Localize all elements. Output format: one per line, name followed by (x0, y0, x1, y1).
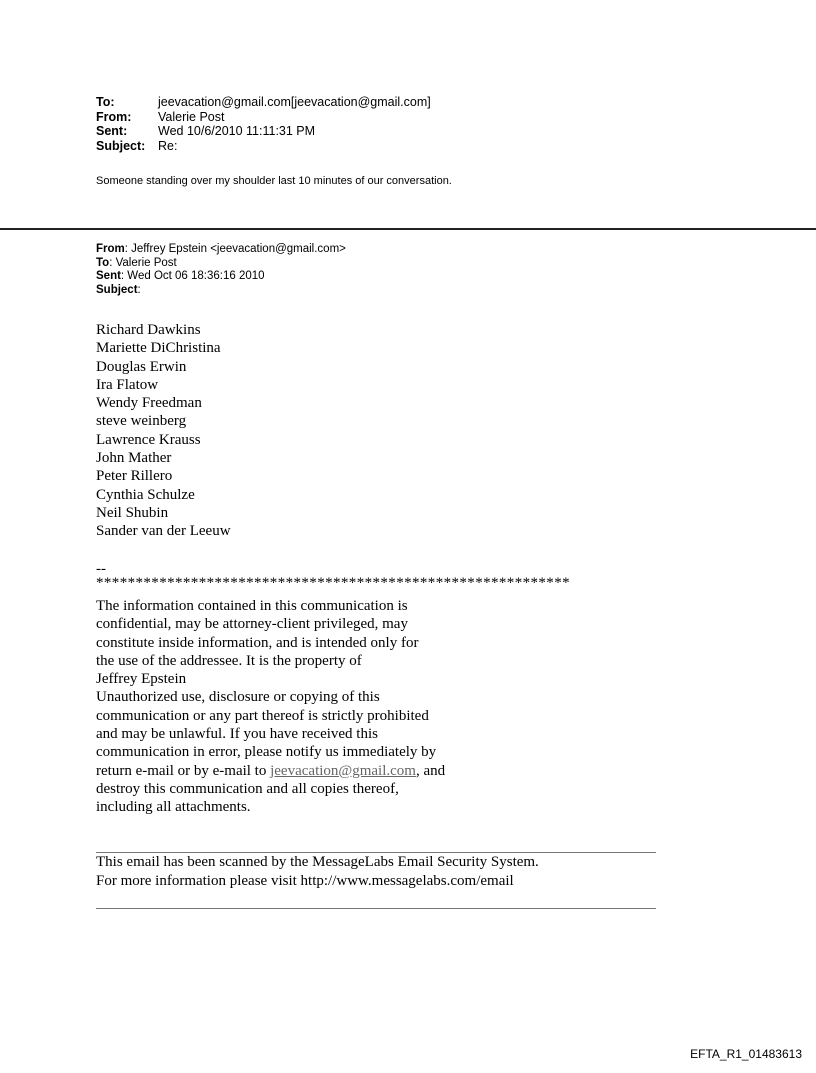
disclaimer-line: communication in error, please notify us immediately by (96, 744, 437, 761)
disclaimer-text: return e-mail or by e-mail to (96, 762, 271, 779)
disclaimer-line: the use of the addressee. It is the property of (96, 652, 362, 669)
signature-dash: -- (96, 561, 106, 577)
disclaimer-line: destroy this communication and all copies thereof, (96, 780, 399, 797)
email-header (96, 95, 431, 153)
scan-line: This email has been scanned by the MessageLabs Email Security System. (96, 854, 539, 870)
disclaimer-line: constitute inside information, and is intended only for (96, 634, 419, 651)
list-item: Peter Rillero (96, 468, 173, 485)
quoted-sent-value: : Wed Oct 06 18:36:16 2010 (120, 270, 265, 282)
list-item: John Mather (96, 450, 172, 467)
disclaimer-line: Unauthorized use, disclosure or copying of this (96, 689, 380, 706)
separator-rule (0, 228, 816, 230)
disclaimer-line (96, 762, 445, 780)
disclaimer-line: Jeffrey Epstein (96, 671, 187, 688)
from-value: Valerie Post (158, 109, 225, 124)
disclaimer-line: The information contained in this communication is (96, 598, 408, 614)
list-item: Wendy Freedman (96, 395, 202, 412)
subject-label: Subject: (96, 138, 146, 153)
list-item: Douglas Erwin (96, 358, 187, 375)
email-link[interactable]: jeevacation@gmail.com (270, 762, 416, 779)
scan-bottom-rule (96, 908, 656, 909)
quoted-from-value: : Jeffrey Epstein <jeevacation@gmail.com> (124, 243, 346, 255)
quoted-sent-label: Sent (96, 270, 121, 282)
disclaimer-line: confidential, may be attorney-client privileged, may (96, 616, 408, 633)
quoted-header (96, 243, 346, 297)
scan-line: For more information please visit http://www.messagelabs.com/email (96, 873, 514, 889)
list-item: Cynthia Schulze (96, 486, 195, 503)
disclaimer-line: including all attachments. (96, 799, 251, 816)
list-item: Sander van der Leeuw (96, 523, 231, 540)
scan-notice (96, 853, 539, 891)
disclaimer-text: , and (415, 762, 446, 779)
list-item: Mariette DiChristina (96, 340, 221, 357)
quoted-to-value: : Valerie Post (109, 256, 177, 269)
quoted-subject-label: Subject (96, 283, 138, 296)
reply-body: Someone standing over my shoulder last 10 minutes of our conversation. (96, 175, 452, 187)
list-item: steve weinberg (96, 413, 187, 430)
stars-divider: ************************************************************ (96, 575, 570, 591)
sent-value: Wed 10/6/2010 11:11:31 PM (158, 124, 316, 138)
list-item: Neil Shubin (96, 504, 169, 521)
to-value: jeevacation@gmail.com[jeevacation@gmail.com] (158, 95, 431, 109)
to-label: To: (96, 95, 115, 109)
from-label: From: (96, 109, 132, 124)
quoted-to-label: To (96, 256, 110, 269)
sent-label: Sent: (96, 124, 128, 138)
name-list (96, 321, 231, 541)
disclaimer (96, 597, 445, 817)
disclaimer-line: communication or any part thereof is strictly prohibited (96, 707, 429, 724)
list-item: Lawrence Krauss (96, 431, 201, 448)
quoted-subject-value: : (137, 283, 141, 296)
list-item: Richard Dawkins (96, 322, 201, 338)
list-item: Ira Flatow (96, 376, 159, 393)
quoted-from-label: From (96, 243, 125, 255)
subject-value: Re: (158, 138, 178, 153)
disclaimer-line: and may be unlawful. If you have received this (96, 726, 378, 743)
document-id: EFTA_R1_01483613 (690, 1047, 802, 1061)
